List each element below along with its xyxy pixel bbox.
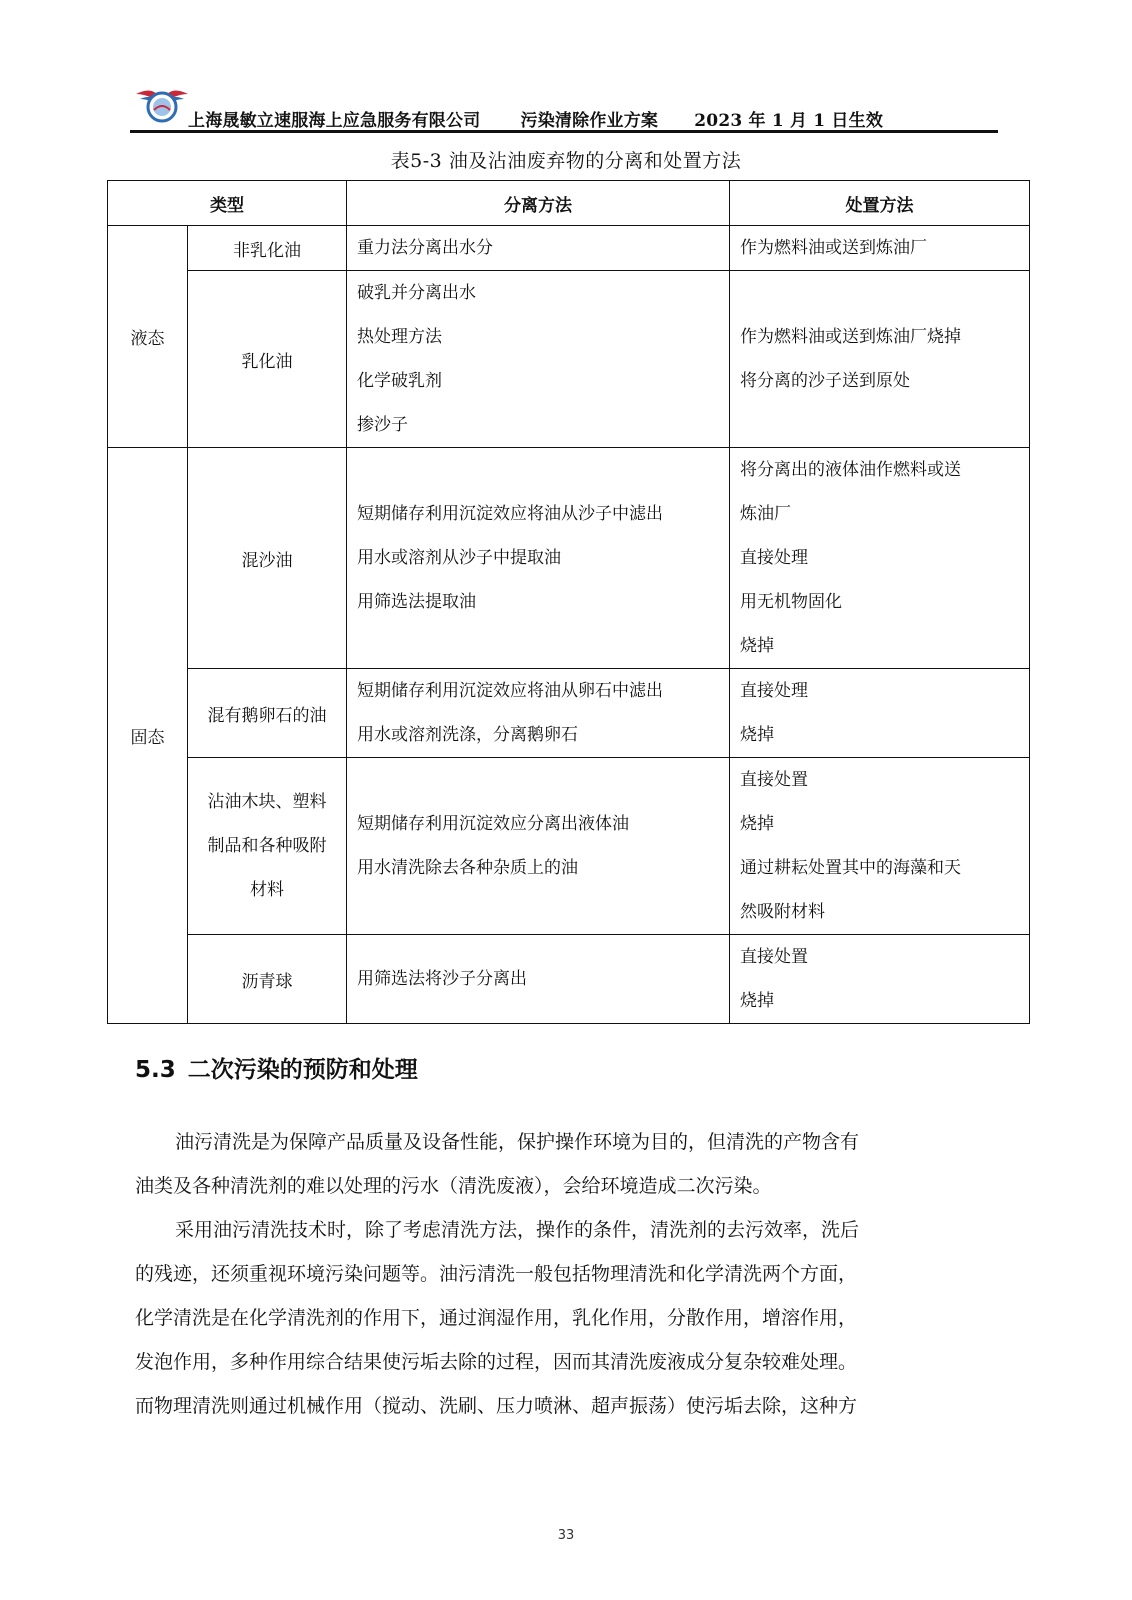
disposal-cell — [730, 935, 1030, 1024]
separation-line: 用水或溶剂从沙子中提取油 — [357, 548, 561, 568]
paragraph-line: 油污清洗是为保障产品质量及设备性能，保护操作环境为目的，但清洗的产物含有 — [175, 1131, 860, 1153]
separation-line: 短期储存利用沉淀效应将油从沙子中滤出 — [357, 504, 663, 524]
row-name-line: 制品和各种吸附 — [207, 836, 327, 856]
separation-cell — [347, 935, 730, 1024]
disposal-line: 烧掉 — [740, 991, 774, 1011]
separation-cell — [347, 448, 730, 669]
row-name: 混沙油 — [188, 448, 347, 669]
company-logo-icon — [134, 80, 190, 126]
header-type: 类型 — [108, 181, 347, 226]
disposal-line: 通过耕耘处置其中的海藻和天 — [740, 858, 961, 878]
separation-line: 重力法分离出水分 — [357, 238, 493, 258]
separation-line: 用筛选法提取油 — [357, 592, 476, 612]
header-disposal: 处置方法 — [730, 181, 1030, 226]
paragraph-line: 油类及各种清洗剂的难以处理的污水（清洗废液），会给环境造成二次污染。 — [135, 1175, 772, 1197]
table-row — [108, 935, 1030, 1024]
table-row — [108, 271, 1030, 448]
row-name: 混有鹅卵石的油 — [188, 669, 347, 758]
separation-line: 化学破乳剂 — [357, 371, 442, 391]
disposal-line: 将分离的沙子送到原处 — [740, 371, 910, 391]
page-header — [130, 78, 998, 134]
disposal-cell — [730, 448, 1030, 669]
row-name-line: 材料 — [250, 880, 284, 900]
disposal-line: 直接处置 — [740, 770, 808, 790]
separation-cell — [347, 758, 730, 935]
disposal-line: 作为燃料油或送到炼油厂烧掉 — [740, 327, 961, 347]
disposal-line: 然吸附材料 — [740, 902, 825, 922]
separation-line: 用筛选法将沙子分离出 — [357, 969, 527, 989]
row-name: 非乳化油 — [188, 226, 347, 271]
disposal-cell — [730, 226, 1030, 271]
disposal-line: 烧掉 — [740, 725, 774, 745]
paragraph-line: 采用油污清洗技术时，除了考虑清洗方法，操作的条件，清洗剂的去污效率，洗后 — [175, 1219, 860, 1241]
paragraph-line: 而物理清洗则通过机械作用（搅动、洗刷、压力喷淋、超声振荡）使污垢去除，这种方 — [135, 1395, 858, 1417]
disposal-line: 用无机物固化 — [740, 592, 842, 612]
disposal-line: 烧掉 — [740, 636, 774, 656]
disposal-line: 炼油厂 — [740, 504, 791, 524]
disposal-cell — [730, 271, 1030, 448]
state-liquid: 液态 — [108, 226, 188, 448]
oil-waste-table — [107, 180, 1030, 1024]
separation-line: 短期储存利用沉淀效应将油从卵石中滤出 — [357, 681, 663, 701]
paragraph-2 — [135, 1208, 997, 1428]
header-text — [188, 106, 883, 131]
row-name: 沥青球 — [188, 935, 347, 1024]
header-separation: 分离方法 — [347, 181, 730, 226]
separation-line: 破乳并分离出水 — [357, 283, 476, 303]
header-company: 上海晟敏立速服海上应急服务有限公司 — [188, 111, 481, 131]
paragraph-line: 的残迹，还须重视环境污染问题等。油污清洗一般包括物理清洗和化学清洗两个方面， — [135, 1263, 858, 1285]
disposal-line: 直接处理 — [740, 681, 808, 701]
separation-cell — [347, 271, 730, 448]
disposal-line: 作为燃料油或送到炼油厂 — [740, 238, 927, 258]
table-row — [108, 448, 1030, 669]
row-name-line: 沾油木块、塑料 — [207, 792, 327, 812]
header-effective-date: 2023 年 1 月 1 日生效 — [694, 111, 884, 131]
section-number: 5.3 — [135, 1057, 176, 1083]
table-title: 表5-3 油及沾油废弃物的分离和处置方法 — [390, 150, 742, 172]
separation-line: 掺沙子 — [357, 415, 408, 435]
separation-line: 热处理方法 — [357, 327, 442, 347]
disposal-cell — [730, 758, 1030, 935]
disposal-line: 直接处理 — [740, 548, 808, 568]
disposal-cell — [730, 669, 1030, 758]
separation-cell — [347, 226, 730, 271]
separation-cell — [347, 669, 730, 758]
page-number: 33 — [557, 1528, 575, 1543]
table-row — [108, 226, 1030, 271]
section-title-text: 二次污染的预防和处理 — [187, 1057, 418, 1083]
header-rule — [130, 130, 998, 133]
row-name: 乳化油 — [188, 271, 347, 448]
separation-line: 用水清洗除去各种杂质上的油 — [357, 858, 578, 878]
disposal-line: 将分离出的液体油作燃料或送 — [740, 460, 961, 480]
paragraph-1 — [135, 1120, 997, 1208]
header-document-name: 污染清除作业方案 — [520, 111, 659, 131]
table-row — [108, 669, 1030, 758]
section-heading — [135, 1051, 418, 1084]
disposal-line: 直接处置 — [740, 947, 808, 967]
row-name — [188, 758, 347, 935]
table-header-row — [108, 181, 1030, 226]
separation-line: 用水或溶剂洗涤，分离鹅卵石 — [357, 725, 578, 745]
separation-line: 短期储存利用沉淀效应分离出液体油 — [357, 814, 629, 834]
paragraph-line: 发泡作用，多种作用综合结果使污垢去除的过程，因而其清洗废液成分复杂较难处理。 — [135, 1351, 858, 1373]
table-row — [108, 758, 1030, 935]
state-solid: 固态 — [108, 448, 188, 1024]
paragraph-line: 化学清洗是在化学清洗剂的作用下，通过润湿作用，乳化作用，分散作用，增溶作用， — [135, 1307, 858, 1329]
disposal-line: 烧掉 — [740, 814, 774, 834]
